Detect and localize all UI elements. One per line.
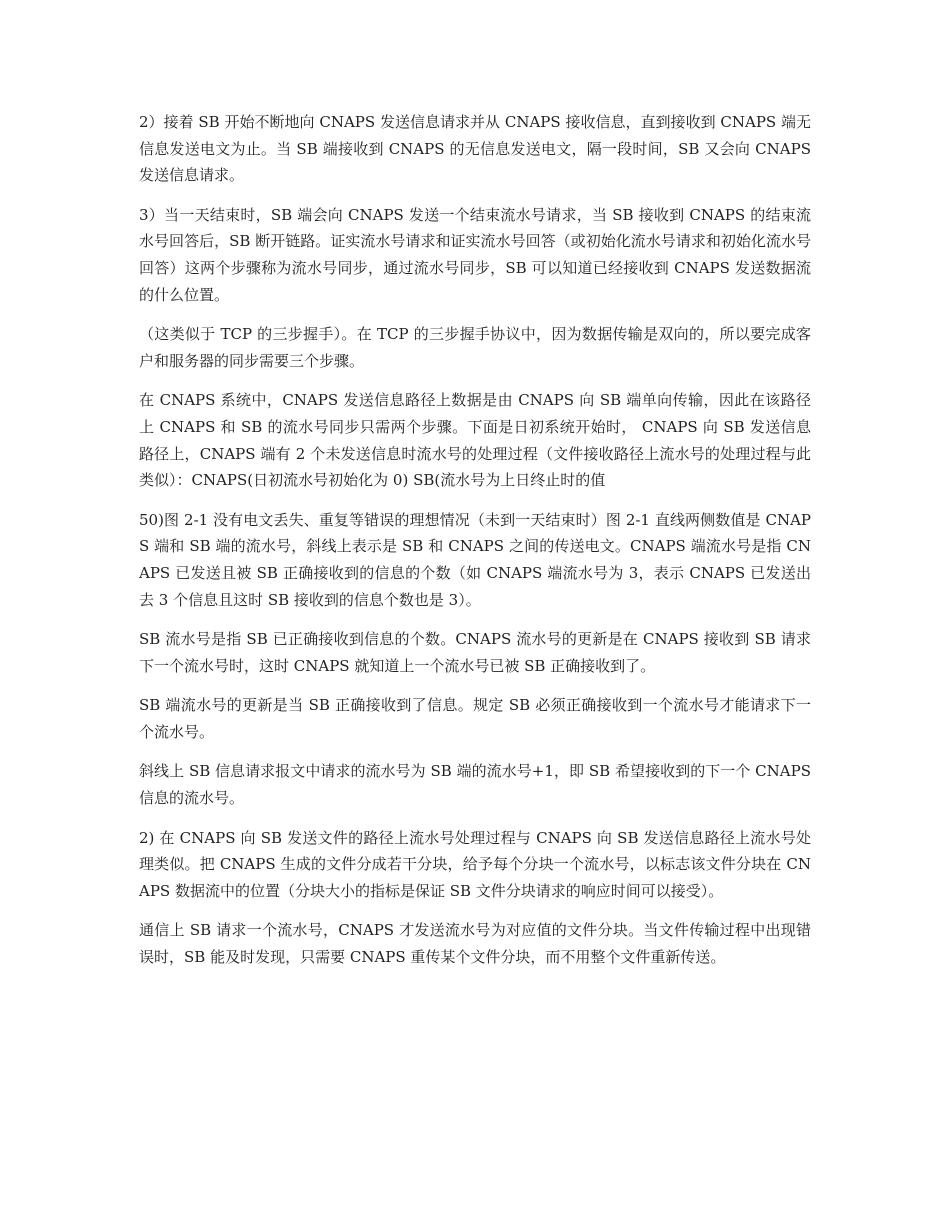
- document-body: [139, 109, 811, 984]
- paragraph-file-retransmit: 通信上 SB 请求一个流水号，CNAPS 才发送流水号为对应值的文件分块。当文件传输过程中出现错误时，SB 能及时发现，只需要 CNAPS 重传某个文件分块，而不用整个文件重新传送。: [139, 921, 811, 967]
- paragraph-figure-2-1: 50)图 2-1 没有电文丢失、重复等错误的理想情况（未到一天结束时）图 2-1 直线两侧数值是 CNAPS 端和 SB 端的流水号，斜线上表示是 SB 和 CNAPS 之间的传送电文。CNAPS 端流水号是指 CNAPS 已发送且被 SB 正确接收到的信息的个数（如 CNAPS 端流水号为 3，表示 CNAPS 已发送出去 3 个信息且这时 SB 接收到的信息个数也是 3）。: [139, 510, 811, 609]
- paragraph-file-path: 2) 在 CNAPS 向 SB 发送文件的路径上流水号处理过程与 CNAPS 向 SB 发送信息路径上流水号处理类似。把 CNAPS 生成的文件分成若干分块，给予每个分块一个流水号，以标志该文件分块在 CNAPS 数据流中的位置（分块大小的指标是保证 SB 文件分块请求的响应时间可以接受）。: [139, 828, 811, 900]
- paragraph-tcp-handshake: （这类似于 TCP 的三步握手）。在 TCP 的三步握手协议中，因为数据传输是双向的，所以要完成客户和服务器的同步需要三个步骤。: [139, 325, 811, 370]
- paragraph-sb-serial-number: SB 流水号是指 SB 已正确接收到信息的个数。CNAPS 流水号的更新是在 CNAPS 接收到 SB 请求下一个流水号时，这时 CNAPS 就知道上一个流水号已被 SB 正确接收到了。: [139, 630, 811, 675]
- paragraph-end-of-day: 3）当一天结束时，SB 端会向 CNAPS 发送一个结束流水号请求，当 SB 接收到 CNAPS 的结束流水号回答后，SB 断开链路。证实流水号请求和证实流水号回答（或初始化流水号请求和初始化流水号回答）这两个步骤称为流水号同步，通过流水号同步，SB 可以知道已经接收到 CNAPS 发送数据流的什么位置。: [139, 205, 811, 304]
- paragraph-sb-serial-update: SB 端流水号的更新是当 SB 正确接收到了信息。规定 SB 必须正确接收到一个流水号才能请求下一个流水号。: [139, 696, 811, 741]
- paragraph-cnaps-sync: 在 CNAPS 系统中，CNAPS 发送信息路径上数据是由 CNAPS 向 SB 端单向传输，因此在该路径上 CNAPS 和 SB 的流水号同步只需两个步骤。下面是日初系统开始时， CNAPS 向 SB 发送信息路径上，CNAPS 端有 2 个未发送信息时流水号的处理过程（文件接收路径上流水号的处理过程与此类似）：CNAPS(日初流水号初始化为 0) SB(流水号为上日终止时的值: [139, 391, 811, 490]
- paragraph-request-serial-plus-one: 斜线上 SB 信息请求报文中请求的流水号为 SB 端的流水号+1，即 SB 希望接收到的下一个 CNAPS 信息的流水号。: [139, 762, 811, 808]
- paragraph-sb-request-loop: 2）接着 SB 开始不断地向 CNAPS 发送信息请求并从 CNAPS 接收信息，直到接收到 CNAPS 端无信息发送电文为止。当 SB 端接收到 CNAPS 的无信息发送电文，隔一段时间，SB 又会向 CNAPS 发送信息请求。: [139, 113, 811, 185]
